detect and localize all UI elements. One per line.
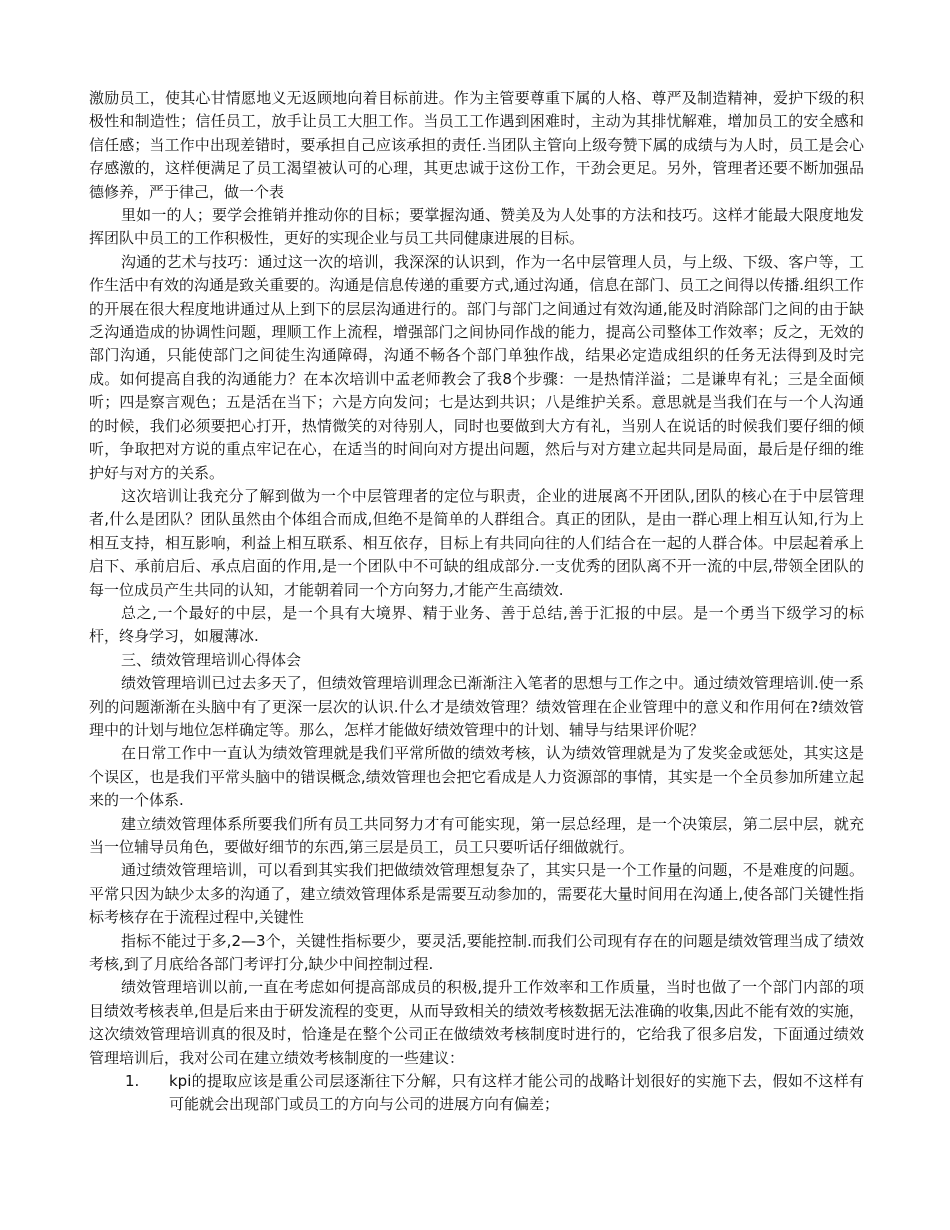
paragraph-2: 里如一的人；要学会推销并推动你的目标；要掌握沟通、赞美及为人处事的方法和技巧。这样才能最大限度地发挥团队中员工的工作积极性，更好的实现企业与员工共同健康进展的目标。 bbox=[89, 206, 864, 248]
paragraph-misconception: 在日常工作中一直认为绩效管理就是我们平常所做的绩效考核，认为绩效管理就是为了发奖金或惩处，其实这是个误区，也是我们平常头脑中的错误概念,绩效管理也会把它看成是人力资源部的事情，其实是一个全员参加所建立起来的一个体系. bbox=[89, 744, 864, 810]
list-item-text: kpi的提取应该是重公司层逐渐往下分解，只有这样才能公司的战略计划很好的实施下去，假如不这样有可能就会出现部门或员工的方向与公司的进展方向有偏差； bbox=[169, 1072, 864, 1114]
paragraph-communication-need: 通过绩效管理培训，可以看到其实我们把做绩效管理想复杂了，其实只是一个工作量的问题，不是难度的问题。平常只因为缺少太多的沟通了，建立绩效管理体系是需要互动参加的，需要花大量时间用在沟通上,使各部门关键性指标考核存在于流程过程中,关键性 bbox=[89, 861, 864, 927]
section-heading: 三、绩效管理培训心得体会 bbox=[121, 650, 302, 669]
paragraph-layers: 建立绩效管理体系所要我们所有员工共同努力才有可能实现，第一层总经理，是一个决策层，第二层中层，就充当一位辅导员角色，要做好细节的东西,第三层是员工，员工只要听话仔细做就行。 bbox=[89, 814, 864, 856]
suggestion-list bbox=[89, 1070, 864, 1117]
list-item-number: 1. bbox=[125, 1072, 140, 1091]
paragraph-communication: 沟通的艺术与技巧：通过这一次的培训，我深深的认识到，作为一名中层管理人员，与上级、下级、客户等，工作生活中有效的沟通是致关重要的。沟通是信息传递的重要方式,通过沟通，信息在部门、员工之间得以传播.组织工作的开展在很大程度地讲通过从上到下的层层沟通进行的。部门与部门之间通过有效沟通,能及时消除部门之间的由于缺乏沟通造成的协调性问题，理顺工作上流程，增强部门之间协同作战的能力，提高公司整体工作效率；反之，无效的部门沟通，只能使部门之间徒生沟通障碍，沟通不畅各个部门单独作战，结果必定造成组织的任务无法得到及时完成。如何提高自我的沟通能力？在本次培训中孟老师教会了我8个步骤：一是热情洋溢；二是谦卑有礼；三是全面倾听；四是察言观色；五是活在当下；六是方向发问；七是达到共识；八是维护关系。意思就是当我们在与一个人沟通的时候，我们必须要把心打开，热情微笑的对待别人，同时也要做到大方有礼，当别人在说话的时候我们要仔细的倾听，争取把对方说的重点牢记在心，在适当的时间向对方提出问题，然后与对方建立起共同是局面，最后是仔细的维护好与对方的关系。 bbox=[89, 252, 864, 482]
paragraph-summary: 总之,一个最好的中层，是一个具有大境界、精于业务、善于总结,善于汇报的中层。是一个勇当下级学习的标杆，终身学习，如履薄冰. bbox=[89, 603, 864, 646]
paragraph-kpi-limits: 指标不能过于多,2—3个，关键性指标要少，要灵活,要能控制.而我们公司现有存在的问题是绩效管理当成了绩效考核,到了月底给各部门考评打分,缺少中间控制过程. bbox=[89, 931, 864, 974]
paragraph-performance-intro: 绩效管理培训已过去多天了，但绩效管理培训理念已渐渐注入笔者的思想与工作之中。通过绩效管理培训.使一系列的问题渐渐在头脑中有了更深一层次的认识.什么才是绩效管理？绩效管理在企业管理中的意义和作用何在?绩效管理中的计划与地位怎样确定等。那么，怎样才能做好绩效管理中的计划、辅导与结果评价呢？ bbox=[89, 674, 864, 739]
paragraph-suggestions-intro: 绩效管理培训以前,一直在考虑如何提高部成员的积极,提升工作效率和工作质量，当时也做了一个部门内部的项目绩效考核表单,但是后来由于研发流程的变更，从而导致相关的绩效考核数据无法准确的收集,因此不能有效的实施，这次绩效管理培训真的很及时，恰逢是在整个公司正在做绩效考核制度时进行的，它给我了很多启发，下面通过绩效管理培训后，我对公司在建立绩效考核制度的一些建议： bbox=[89, 978, 864, 1067]
paragraph-team: 这次培训让我充分了解到做为一个中层管理者的定位与职责，企业的进展离不开团队,团队的核心在于中层管理者,什么是团队？团队虽然由个体组合而成,但绝不是简单的人群组合。真正的团队，是由一群心理上相互认知,行为上相互支持，相互影响，利益上相互联系、相互依存，目标上有共同向往的人们结合在一起的人群合体。中层起着承上启下、承前启后、承点启面的作用,是一个团队中不可缺的组成部分.一支优秀的团队离不开一流的中层,带领全团队的每一位成员产生共同的认知，才能朝着同一个方向努力,才能产生高绩效. bbox=[89, 486, 864, 599]
paragraph-1: 激励员工，使其心甘情愿地义无返顾地向着目标前进。作为主管要尊重下属的人格、尊严及制造精神，爱护下级的积极性和制造性；信任员工，放手让员工大胆工作。当员工工作遇到困难时，主动为其排忧解难，增加员工的安全感和信任感；当工作中出现差错时，要承担自己应该承担的责任.当团队主管向上级夸赞下属的成绩与为人时，员工是会心存感激的，这样便满足了员工渴望被认可的心理，其更忠诚于这份工作，干劲会更足。另外，管理者还要不断加强品德修养，严于律己，做一个表 bbox=[89, 89, 864, 201]
list-item bbox=[89, 1070, 864, 1117]
